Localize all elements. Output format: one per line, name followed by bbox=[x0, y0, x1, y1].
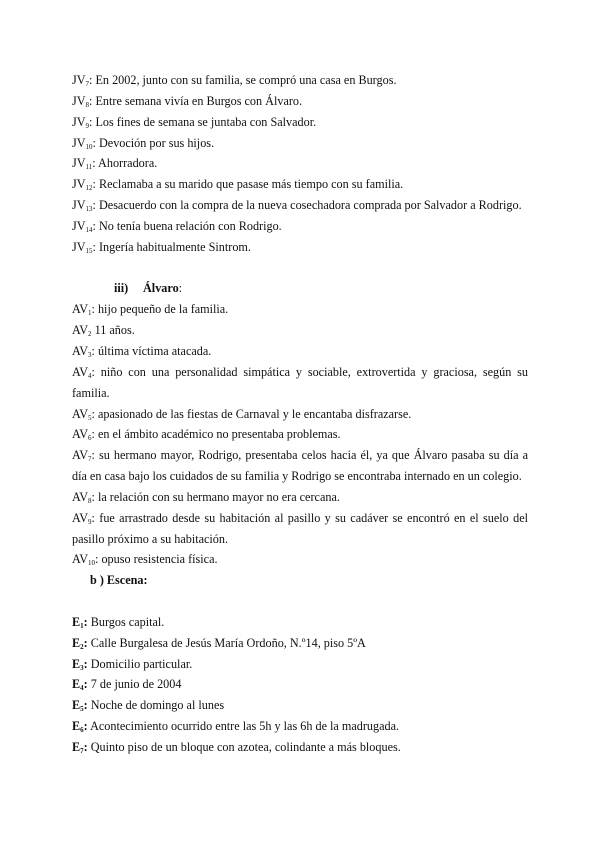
list-item: $JV_8$: Entre semana vivía en Burgos con Álvaro. bbox=[72, 93, 303, 109]
list-item: $E_2$: Calle Burgalesa de Jesús María Ordoño, N.º14, piso 5ºA bbox=[72, 635, 366, 651]
list-item: $AV_8$: la relación con su hermano mayor no era cercana. bbox=[72, 489, 340, 505]
spacer bbox=[72, 591, 528, 612]
list-item: $AV_2$ 11 años. bbox=[72, 323, 135, 339]
list-item: $JV_{13}$: Desacuerdo con la compra de la nueva cosechadora comprada por Salvador a Rodrigo. bbox=[72, 198, 522, 214]
list-item: $JV_{10}$: Devoción por sus hijos. bbox=[72, 135, 215, 151]
av-list bbox=[72, 299, 528, 570]
document-body bbox=[72, 70, 528, 758]
list-item: $AV_1$: hijo pequeño de la familia. bbox=[72, 302, 229, 318]
list-item: $E_4$: 7 de junio de 2004 bbox=[72, 677, 182, 693]
section-number: iii) bbox=[114, 281, 129, 296]
spacer bbox=[72, 258, 528, 279]
section-heading-escena: b ) Escena: bbox=[90, 573, 148, 588]
section-heading-alvaro: iii) Álvaro: bbox=[72, 278, 528, 299]
list-item: $E_1$: Burgos capital. bbox=[72, 614, 165, 630]
list-item: $JV_{14}$: No tenía buena relación con Rodrigo. bbox=[72, 218, 282, 234]
list-item: $JV_9$: Los fines de semana se juntaba con Salvador. bbox=[72, 114, 317, 130]
list-item: $AV_9$: fue arrastrado desde su habitación al pasillo y su cadáver se encontró en el suelo del pasillo próximo a su habitación. bbox=[72, 510, 528, 546]
list-item: $AV_4$: niño con una personalidad simpática y sociable, extrovertida y graciosa, según su familia. bbox=[72, 364, 528, 400]
list-item: $JV_7$: En 2002, junto con su familia, se compró una casa en Burgos. bbox=[72, 73, 397, 88]
list-item: $E_7$: Quinto piso de un bloque con azotea, colindante a más bloques. bbox=[72, 740, 401, 755]
list-item: $AV_7$: su hermano mayor, Rodrigo, presentaba celos hacia él, ya que Álvaro pasaba su día a día en casa bajo los cuidados de su familia y Rodrigo se encontraba internado en un colegio. bbox=[72, 448, 528, 484]
list-item: $AV_3$: última víctima atacada. bbox=[72, 343, 212, 359]
list-item: $E_5$: Noche de domingo al lunes bbox=[72, 698, 225, 714]
list-item: $JV_{12}$: Reclamaba a su marido que pasase más tiempo con su familia. bbox=[72, 177, 404, 193]
e-list bbox=[72, 612, 528, 758]
section-title: Álvaro bbox=[143, 281, 179, 296]
list-item: $E_6$: Acontecimiento ocurrido entre las 5h y las 6h de la madrugada. bbox=[72, 719, 400, 735]
list-item: $JV_{15}$: Ingería habitualmente Sintrom. bbox=[72, 239, 251, 255]
list-item: $AV_5$: apasionado de las fiestas de Carnaval y le encantaba disfrazarse. bbox=[72, 406, 412, 422]
list-item: $AV_{10}$: opuso resistencia física. bbox=[72, 552, 218, 568]
list-item: $E_3$: Domicilio particular. bbox=[72, 656, 193, 672]
list-item: $JV_{11}$: Ahorradora. bbox=[72, 156, 158, 172]
jv-list bbox=[72, 70, 528, 258]
list-item: $AV_6$: en el ámbito académico no presentaba problemas. bbox=[72, 427, 341, 443]
